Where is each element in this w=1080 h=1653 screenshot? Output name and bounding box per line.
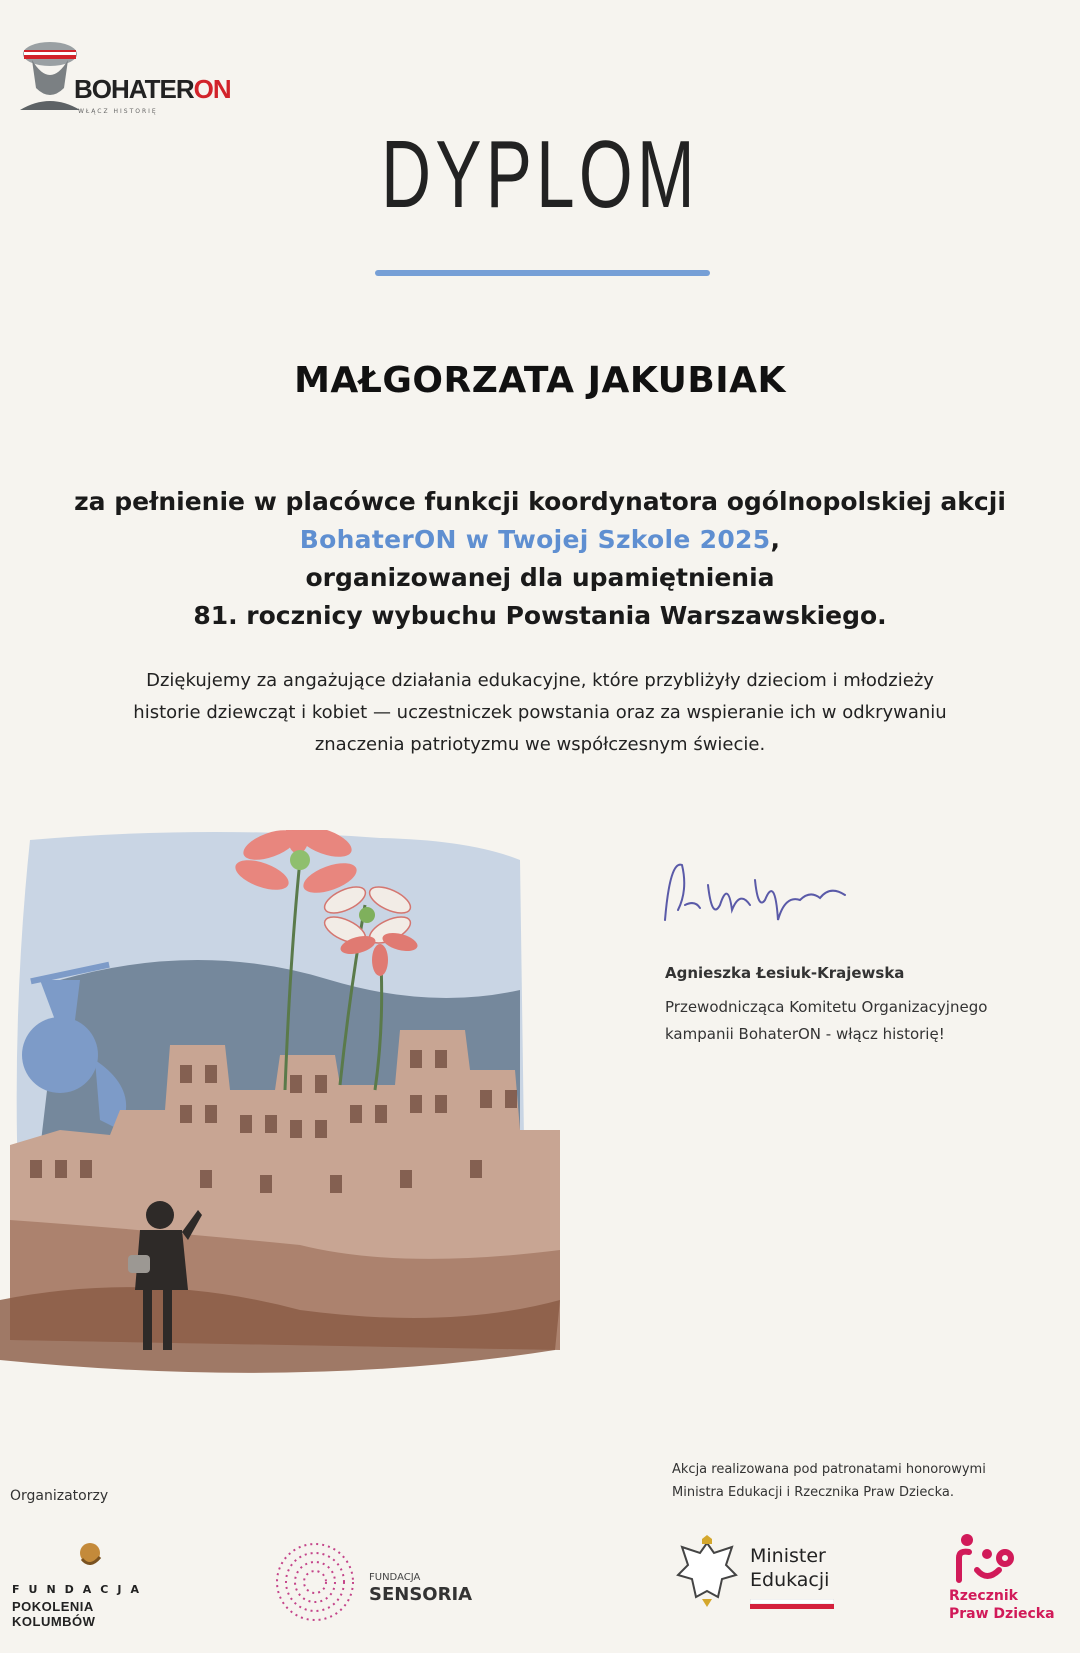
signatory-role-line-2: kampanii BohaterON - włącz historię! bbox=[665, 1025, 945, 1043]
polish-flag-stripe-icon bbox=[750, 1599, 834, 1611]
polish-eagle-icon bbox=[672, 1535, 742, 1615]
body-line-3: organizowanej dla upamiętnienia bbox=[305, 563, 775, 592]
fundacja-sensoria-logo: FUNDACJA SENSORIA bbox=[273, 1540, 503, 1630]
patronage-line-1: Akcja realizowana pod patronatami honorowymi bbox=[672, 1462, 986, 1477]
thanks-line-1: Dziękujemy za angażujące działania edukacyjne, które przybliżyły dzieciom i młodzieży bbox=[146, 670, 934, 691]
soldier-helmet-icon bbox=[12, 30, 82, 110]
sensoria-dots-icon bbox=[273, 1540, 363, 1630]
rzecznik-praw-dziecka-logo: Rzecznik Praw Dziecka bbox=[945, 1530, 1075, 1640]
logo-tagline: WŁĄCZ HISTORIĘ bbox=[78, 108, 158, 115]
warsaw-collage-illustration bbox=[0, 830, 600, 1450]
signatory-role-line-1: Przewodnicząca Komitetu Organizacyjnego bbox=[665, 998, 988, 1016]
rpd-figures-icon bbox=[949, 1530, 1019, 1585]
body-line-4: 81. rocznicy wybuchu Powstania Warszawskiego. bbox=[193, 601, 887, 630]
bohateron-logo bbox=[12, 30, 242, 115]
pokolenia-kolumbow-logo: FUNDACJA POKOLENIA KOLUMBÓW bbox=[10, 1535, 170, 1645]
body-line-2: BohaterON w Twojej Szkole 2025, bbox=[299, 525, 781, 554]
campaign-name: BohaterON w Twojej Szkole 2025 bbox=[299, 525, 771, 554]
signatory-name: Agnieszka Łesiuk-Krajewska bbox=[665, 964, 905, 982]
thanks-line-2: historie dziewcząt i kobiet — uczestniczek powstania oraz za wspieranie ich w odkrywaniu bbox=[133, 702, 947, 723]
body-line-1: za pełnienie w placówce funkcji koordynatora ogólnopolskiej akcji bbox=[74, 487, 1006, 516]
logo-brand: BOHATERON bbox=[74, 74, 231, 104]
recipient-name: MAŁGORZATA JAKUBIAK bbox=[294, 360, 786, 401]
handwritten-signature bbox=[660, 850, 860, 940]
organizers-label: Organizatorzy bbox=[10, 1488, 109, 1504]
kolumbow-emblem-icon bbox=[70, 1535, 110, 1575]
patronage-line-2: Ministra Edukacji i Rzecznika Praw Dziecka. bbox=[672, 1485, 954, 1500]
thanks-line-3: znaczenia patriotyzmu we współczesnym świecie. bbox=[314, 734, 766, 755]
minister-edukacji-logo: Minister Edukacji bbox=[672, 1535, 842, 1630]
title-underline bbox=[375, 270, 710, 276]
diploma-title: DYPLOM bbox=[381, 121, 699, 228]
